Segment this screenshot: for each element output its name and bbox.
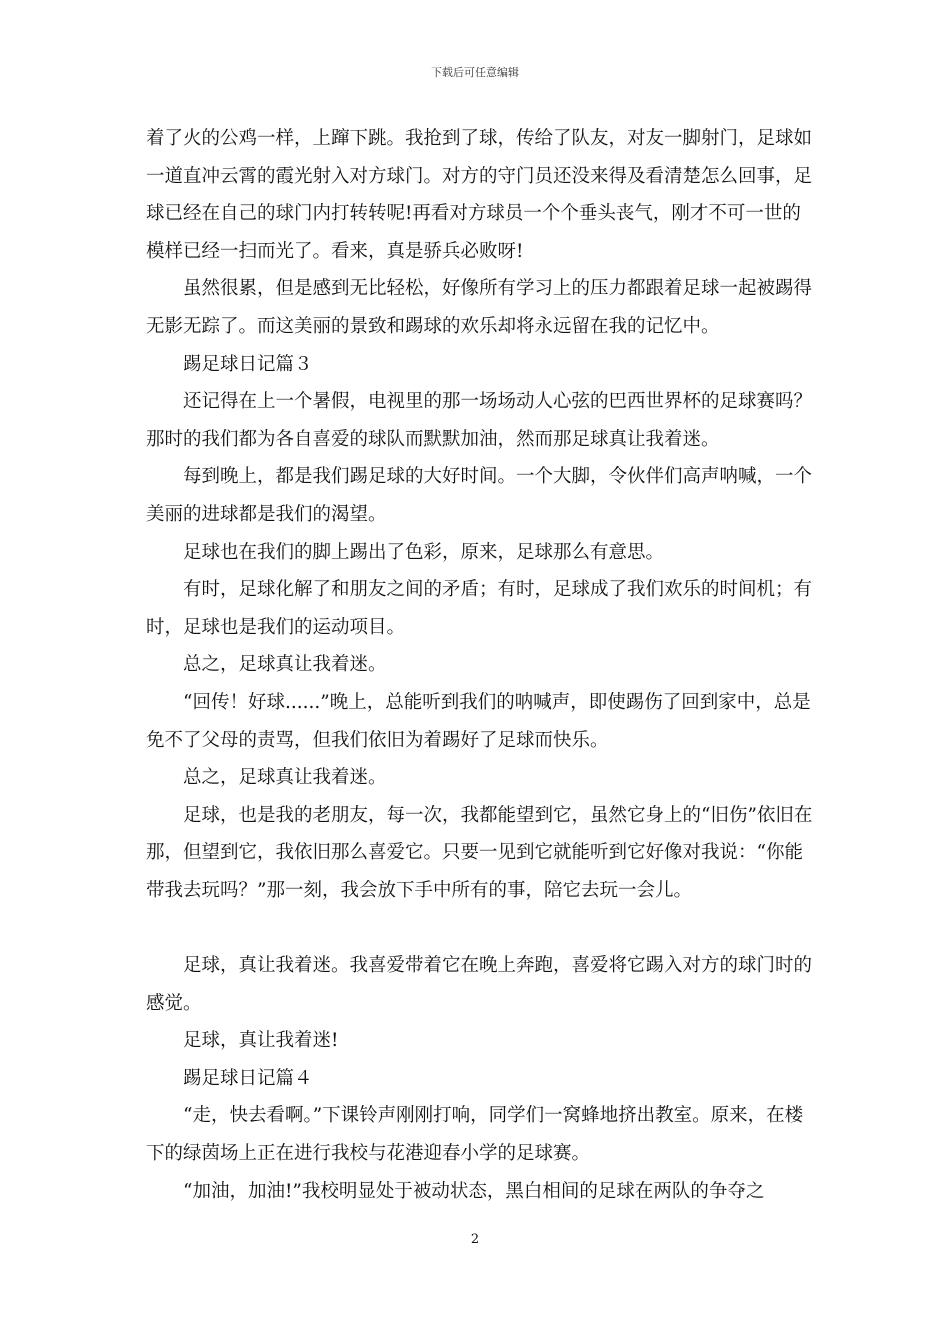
blank-line [146, 909, 814, 947]
paragraph: “加油，加油!”我校明显处于被动状态，黑白相间的足球在两队的争夺之 [183, 1180, 765, 1202]
paragraph: “走，快去看啊。”下课铃声刚刚打响，同学们一窝蜂地挤出教室。原来，在楼下的绿茵场上正在进行我校与花港迎春小学的足球赛。 [146, 1105, 804, 1165]
page-number: 2 [470, 1232, 480, 1247]
paragraph: 足球，真让我着迷。我喜爱带着它在晚上奔跑，喜爱将它踢入对方的球门时的感觉。 [146, 955, 813, 1014]
paragraph: 总之，足球真让我着迷。 [183, 767, 387, 789]
section-heading: 踢足球日记篇３ [183, 353, 313, 375]
paragraph: 虽然很累，但是感到无比轻松，好像所有学习上的压力都跟着足球一起被踢得无影无踪了。而这美丽的景致和踢球的欢乐却将永远留在我的记忆中。 [146, 278, 813, 337]
paragraph: 足球也在我们的脚上踢出了色彩，原来，足球那么有意思。 [183, 541, 665, 563]
paragraph: 有时，足球化解了和朋友之间的矛盾；有时，足球成了我们欢乐的时间机；有时，足球也是我们的运动项目。 [146, 579, 813, 638]
paragraph: 足球，也是我的老朋友，每一次，我都能望到它，虽然它身上的“旧伤”依旧在那，但望到它，我依旧那么喜爱它。只要一见到它就能听到它好像对我说：“你能带我去玩吗？”那一刻，我会放下手中所有的事，陪它去玩一会儿。 [146, 804, 813, 901]
section-heading: 踢足球日记篇４ [183, 1067, 313, 1089]
paragraph: 每到晚上，都是我们踢足球的大好时间。一个大脚，令伙伴们高声呐喊，一个美丽的进球都是我们的渴望。 [146, 466, 813, 525]
paragraph: 总之，足球真让我着迷。 [183, 654, 387, 676]
paragraph: 还记得在上一个暑假，电视里的那一场场动人心弦的巴西世界杯的足球赛吗？那时的我们都为各自喜爱的球队而默默加油，然而那足球真让我着迷。 [146, 391, 813, 450]
page-header: 下载后可任意编辑 [431, 66, 519, 79]
paragraph: “回传！好球......”晚上，总能听到我们的呐喊声，即使踢伤了回到家中，总是免不了父母的责骂，但我们依旧为着踢好了足球而快乐。 [146, 691, 811, 751]
paragraph: 着了火的公鸡一样，上蹿下跳。我抢到了球，传给了队友，对友一脚射门，足球如一道直冲云霄的霞光射入对方球门。对方的守门员还没来得及看清楚怎么回事，足球已经在自己的球门内打转转呢!再看对方球员一个个垂头丧气，刚才不可一世的模样已经一扫而光了。看来，真是骄兵必败呀! [146, 128, 813, 262]
paragraph: 足球，真让我着迷! [183, 1030, 339, 1052]
document-body [146, 120, 814, 1210]
